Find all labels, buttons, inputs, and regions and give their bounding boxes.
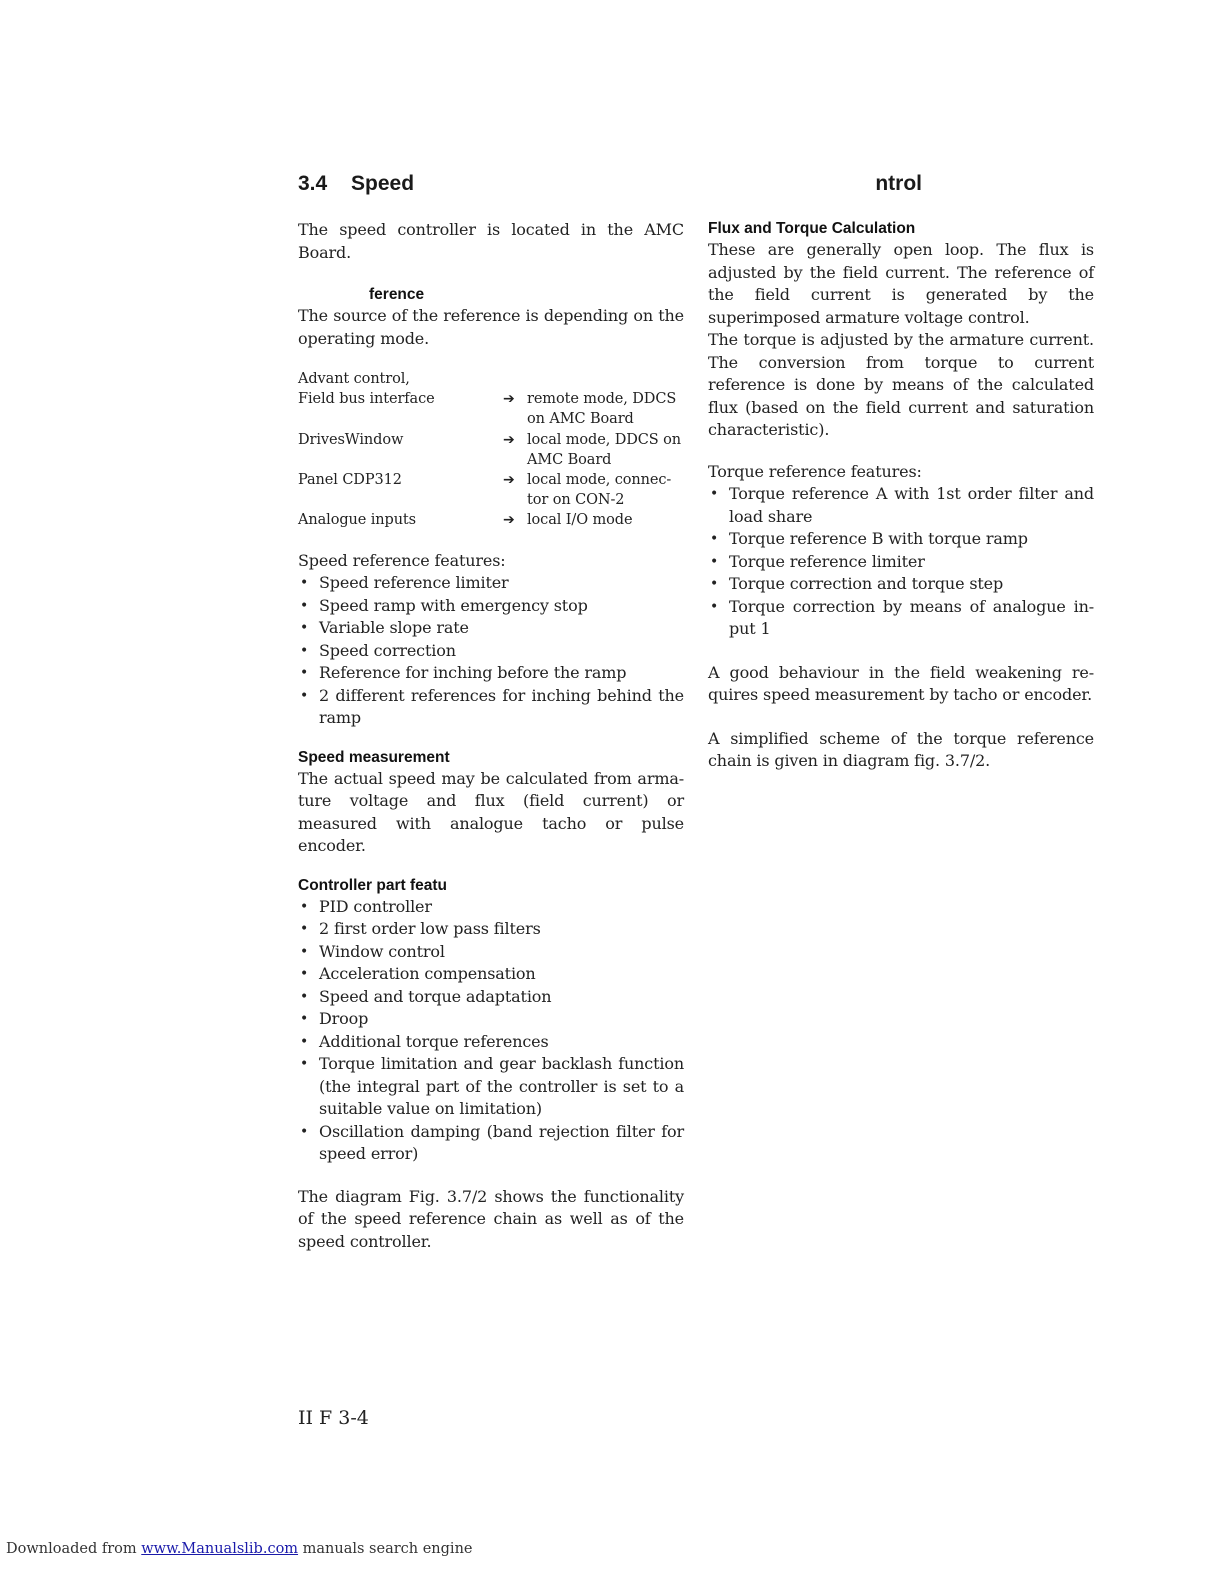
list-item-text: Speed and torque adaptation (319, 986, 552, 1006)
arrow-icon: ➔ (503, 472, 515, 489)
bullet-icon: • (710, 598, 719, 615)
bullet-icon: • (300, 620, 309, 637)
section-number: 3.4 (298, 172, 328, 195)
list-item (298, 1053, 684, 1121)
list-item (298, 918, 684, 941)
source-row (298, 470, 684, 510)
source-mode: local mode, connec-tor on CON-2 (527, 472, 672, 509)
speed-measurement-heading: Speed measurement (298, 748, 450, 766)
list-item (298, 640, 684, 663)
controller-features-list (298, 896, 684, 1166)
left-column (298, 219, 684, 1253)
torque-ref-features-list (708, 483, 1094, 641)
list-item-text: Variable slope rate (319, 618, 469, 638)
list-item-text: PID controller (319, 896, 432, 916)
bullet-icon: • (300, 1033, 309, 1050)
list-item (708, 551, 1094, 574)
list-item-text: Torque limitation and gear backlash function (the integral part of the controller is set to a suitable value on limitation) (319, 1054, 684, 1119)
source-label: Panel CDP312 (298, 472, 402, 489)
source-mode: local mode, DDCS on AMC Board (527, 431, 681, 468)
list-item-text: Torque reference limiter (729, 551, 925, 571)
controller-heading: Controller part featu (298, 876, 447, 894)
list-item (298, 1008, 684, 1031)
bullet-icon: • (300, 898, 309, 915)
list-item (298, 1031, 684, 1054)
diagram-paragraph: The diagram Fig. 3.7/2 shows the functionality of the speed reference chain as well as of the speed controller. (298, 1186, 684, 1251)
list-item-text: Torque correction by means of analogue in-put 1 (729, 596, 1094, 638)
bullet-icon: • (710, 576, 719, 592)
bullet-icon: • (300, 1056, 309, 1073)
speed-ref-features-list (298, 572, 684, 730)
torque-ref-intro: Torque reference features: (708, 461, 922, 481)
list-item-text: Window control (319, 941, 445, 961)
reference-paragraph: The source of the reference is depending on the operating mode. (298, 306, 684, 348)
list-item (708, 483, 1094, 528)
list-item-text: Torque correction and torque step (729, 574, 1004, 593)
section-title-left: Speed (351, 172, 415, 195)
list-item (298, 595, 684, 618)
list-item (298, 685, 684, 730)
list-item-text: Oscillation damping (band rejection filter for speed error) (319, 1121, 684, 1164)
list-item-text: Additional torque references (319, 1031, 549, 1051)
list-item-text: Speed ramp with emergency stop (319, 595, 588, 615)
torque-scheme-paragraph: A simplified scheme of the torque reference chain is given in diagram fig. 3.7/2. (708, 728, 1094, 770)
section-title (298, 172, 924, 202)
list-item (298, 963, 684, 986)
list-item (298, 572, 684, 595)
list-item-text: Speed correction (319, 640, 456, 660)
source-mode (527, 369, 684, 389)
list-item (708, 528, 1094, 551)
list-item-text: 2 different references for inching behind the ramp (319, 685, 684, 728)
field-weakening-paragraph: A good behaviour in the field weakening re-quires speed measurement by tacho or encoder. (708, 662, 1094, 704)
section-title-right: ntrol (875, 172, 922, 195)
list-item (298, 1121, 684, 1166)
source-row (298, 369, 684, 389)
source-label: Field bus interface (298, 391, 435, 408)
list-item (298, 617, 684, 640)
source-mode: remote mode, DDCS on AMC Board (527, 391, 677, 428)
download-note-prefix: Downloaded from (6, 1541, 137, 1557)
bullet-icon: • (300, 665, 309, 682)
flux-paragraph: These are generally open loop. The flux is adjusted by the field current. The reference of the field current is generated by the superimposed armature voltage control. (708, 240, 1094, 327)
bullet-icon: • (710, 553, 719, 570)
list-item (708, 596, 1094, 641)
torque-paragraph: The torque is adjusted by the armature current. The conversion from torque to current reference is done by means of the calculated flux (based on the field current and saturation characteristic). (708, 330, 1094, 439)
bullet-icon: • (300, 921, 309, 938)
source-label: Analogue inputs (298, 512, 416, 529)
list-item-text: Speed reference limiter (319, 573, 509, 593)
bullet-icon: • (300, 642, 309, 659)
list-item-text: 2 first order low pass filters (319, 919, 541, 939)
speed-measurement-paragraph: The actual speed may be calculated from arma-ture voltage and flux (field current) or measured with analogue tacho or pulse encoder. (298, 768, 684, 856)
manualslib-link[interactable]: www.Manualslib.com (141, 1541, 299, 1557)
bullet-icon: • (710, 531, 719, 547)
list-item (298, 941, 684, 964)
right-column (708, 219, 1094, 773)
bullet-icon: • (300, 687, 309, 704)
source-row (298, 389, 684, 429)
list-item (298, 896, 684, 919)
speed-ref-intro: Speed reference features: (298, 550, 506, 570)
bullet-icon: • (300, 1011, 309, 1028)
bullet-icon: • (300, 966, 309, 983)
source-row (298, 430, 684, 470)
list-item (298, 662, 684, 685)
list-item-text: Torque reference B with torque ramp (729, 529, 1028, 548)
list-item-text: Acceleration compensation (319, 964, 536, 984)
list-item-text: Torque reference A with 1st order filter and load share (729, 484, 1094, 526)
list-item (298, 986, 684, 1009)
list-item-text: Droop (319, 1009, 369, 1029)
bullet-icon: • (300, 597, 309, 614)
arrow-icon: ➔ (503, 512, 515, 529)
page-number: II F 3-4 (298, 1407, 369, 1429)
bullet-icon: • (300, 1123, 309, 1140)
source-label: Advant control, (298, 371, 410, 387)
source-mode: local I/O mode (527, 512, 633, 529)
intro-paragraph: The speed controller is located in the AMC Board. (298, 220, 684, 262)
flux-torque-heading: Flux and Torque Calculation (708, 220, 916, 237)
download-note-suffix: manuals search engine (302, 1541, 473, 1557)
bullet-icon: • (300, 988, 309, 1005)
source-row (298, 510, 684, 530)
reference-heading: ference (369, 286, 425, 303)
list-item-text: Reference for inching before the ramp (319, 663, 627, 683)
reference-sources-table (298, 369, 684, 531)
arrow-icon: ➔ (503, 431, 515, 448)
bullet-icon: • (710, 486, 719, 502)
bullet-icon: • (300, 943, 309, 960)
arrow-icon: ➔ (503, 391, 515, 408)
list-item (708, 573, 1094, 596)
download-note (6, 1541, 473, 1557)
arrow-icon (503, 369, 527, 389)
source-label: DrivesWindow (298, 431, 404, 448)
bullet-icon: • (300, 575, 309, 592)
